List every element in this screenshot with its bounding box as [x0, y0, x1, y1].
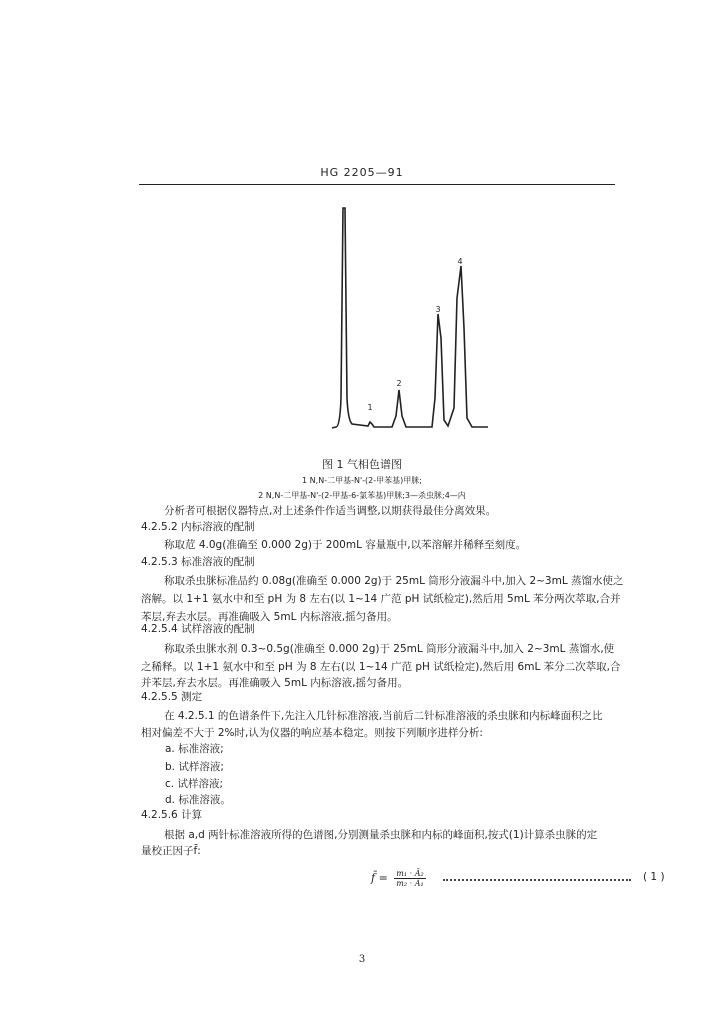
list-item: d. 标准溶液。 — [165, 794, 231, 806]
section-heading: 4.2.5.3 标准溶液的配制 — [141, 556, 255, 568]
peak-number-4: 4 — [457, 257, 463, 266]
header-rule — [139, 184, 615, 185]
paragraph-line: 并苯层,弃去水层。再准确吸入 5mL 内标溶液,摇匀备用。 — [141, 677, 409, 689]
figure-caption: 图 1 气相色谱图 — [322, 458, 402, 471]
paragraph-line: 称取苊 4.0g(准确至 0.000 2g)于 200mL 容量瓶中,以苯溶解并稀释至刻度。 — [164, 539, 527, 551]
paragraph-line: 量校正因子f̄: — [141, 845, 201, 857]
paragraph-line: 称取杀虫脒标准品约 0.08g(准确至 0.000 2g)于 25mL 筒形分液漏斗中,加入 2~3mL 蒸馏水使之 — [164, 575, 624, 587]
chromatogram-trace — [332, 208, 488, 428]
formula-1 — [371, 869, 426, 888]
list-item: b. 试样溶液; — [165, 761, 224, 773]
section-heading: 4.2.5.4 试样溶液的配制 — [141, 623, 255, 635]
page-number: 3 — [358, 954, 366, 965]
standard-code: HG 2205—91 — [320, 166, 404, 179]
chromatogram-figure — [322, 198, 492, 438]
paragraph-line: 称取杀虫脒水剂 0.3~0.5g(准确至 0.000 2g)于 25mL 筒形分液漏斗中,加入 2~3mL 蒸馏水,使 — [164, 643, 615, 655]
formula-denominator: m₂ · Ā₁ — [396, 879, 424, 888]
paragraph-line: 根据 a,d 两针标准溶液所得的色谱图,分别测量杀虫脒和内标的峰面积,按式(1)计算杀虫脒的定 — [164, 829, 598, 841]
formula-numerator: m₁ · Ā₂ — [396, 869, 424, 878]
paragraph-line: 在 4.2.5.1 的色谱条件下,先注入几针标准溶液,当前后二针标准溶液的杀虫脒和内标峰面积之比 — [164, 710, 603, 722]
peak-legend-line-2: 2 N,N-二甲基-N'-(2-甲基-6-氯苯基)甲脒;3—杀虫脒;4—内 — [258, 491, 466, 500]
section-heading: 4.2.5.2 内标溶液的配制 — [141, 521, 255, 533]
paragraph-line: 相对偏差不大于 2%时,认为仪器的响应基本稳定。则按下列顺序进样分析: — [141, 727, 483, 739]
equation-number: ( 1 ) — [643, 871, 665, 883]
paragraph-line: 之稀释。以 1+1 氨水中和至 pH 为 8 左右(以 1~14 广范 pH 试纸检定),然后用 6mL 苯分二次萃取,合 — [141, 661, 621, 673]
peak-number-3: 3 — [435, 305, 441, 314]
formula-dot-leader — [443, 879, 631, 881]
section-heading: 4.2.5.5 测定 — [141, 691, 203, 703]
paragraph-line: 分析者可根据仪器特点,对上述条件作适当调整,以期获得最佳分离效果。 — [164, 505, 497, 517]
peak-legend-line-1: 1 N,N-二甲基-N'-(2-甲苯基)甲脒; — [302, 476, 422, 485]
peak-number-2: 2 — [396, 379, 402, 388]
peak-number-1: 1 — [367, 403, 373, 412]
formula-fraction — [394, 869, 425, 888]
list-item: a. 标准溶液; — [165, 743, 224, 755]
formula-lhs: f̄ = — [371, 871, 388, 885]
section-heading: 4.2.5.6 计算 — [141, 809, 203, 821]
list-item: c. 试样溶液; — [165, 778, 223, 790]
paragraph-line: 溶解。以 1+1 氨水中和至 pH 为 8 左右(以 1~14 广范 pH 试纸检定),然后用 5mL 苯分两次萃取,合并 — [141, 593, 621, 605]
paragraph-line: 苯层,弃去水层。再准确吸入 5mL 内标溶液,摇匀备用。 — [141, 611, 398, 623]
